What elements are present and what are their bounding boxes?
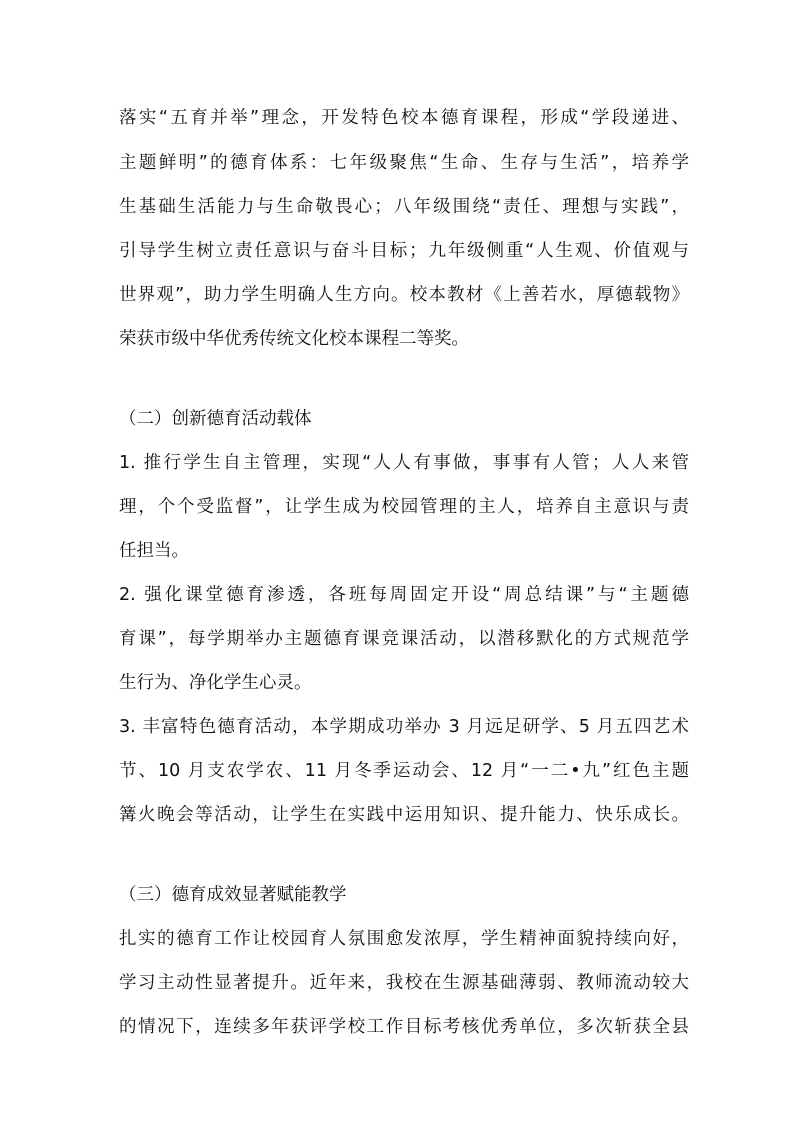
- section3-line-3: 的情况下，连续多年获评学校工作目标考核优秀单位，多次斩获全县: [119, 1017, 689, 1037]
- section2-item2-line-2: 育课”，每学期举办主题德育课竞课活动，以潜移默化的方式规范学: [119, 629, 689, 649]
- intro-line-3: 生基础生活能力与生命敬畏心；八年级围绕“责任、理想与实践”，: [119, 197, 689, 217]
- intro-line-6: 荣获市级中华优秀传统文化校本课程二等奖。: [119, 329, 469, 349]
- section-heading-3: （三）德育成效显著赋能教学: [119, 885, 347, 905]
- section2-item2-line-1: 2. 强化课堂德育渗透，各班每周固定开设“周总结课”与“主题德: [119, 585, 689, 605]
- section2-item2-line-3: 生行为、净化学生心灵。: [119, 673, 312, 693]
- intro-line-1: 落实“五育并举”理念，开发特色校本德育课程，形成“学段递进、: [119, 108, 689, 128]
- intro-line-2: 主题鲜明”的德育体系：七年级聚焦“生命、生存与生活”，培养学: [119, 153, 689, 173]
- section2-item3-line-2: 节、10 月支农学农、11 月冬季运动会、12 月“一二•九”红色主题: [119, 761, 689, 781]
- section3-line-1: 扎实的德育工作让校园育人氛围愈发浓厚，学生精神面貌持续向好，: [119, 929, 689, 949]
- section3-line-2: 学习主动性显著提升。近年来，我校在生源基础薄弱、教师流动较大: [119, 973, 689, 993]
- section2-item1-line-3: 任担当。: [119, 541, 189, 561]
- section-heading-2: （二）创新德育活动载体: [119, 409, 312, 429]
- intro-line-5: 世界观”，助力学生明确人生方向。校本教材《上善若水，厚德载物》: [119, 285, 689, 305]
- intro-line-4: 引导学生树立责任意识与奋斗目标；九年级侧重“人生观、价值观与: [119, 241, 689, 261]
- section2-item1-line-1: 1. 推行学生自主管理，实现“人人有事做，事事有人管；人人来管: [119, 453, 689, 473]
- section2-item1-line-2: 理，个个受监督”，让学生成为校园管理的主人，培养自主意识与责: [119, 497, 689, 517]
- section2-item3-line-3: 篝火晚会等活动，让学生在实践中运用知识、提升能力、快乐成长。: [119, 805, 689, 825]
- section2-item3-line-1: 3. 丰富特色德育活动，本学期成功举办 3 月远足研学、5 月五四艺术: [119, 717, 689, 737]
